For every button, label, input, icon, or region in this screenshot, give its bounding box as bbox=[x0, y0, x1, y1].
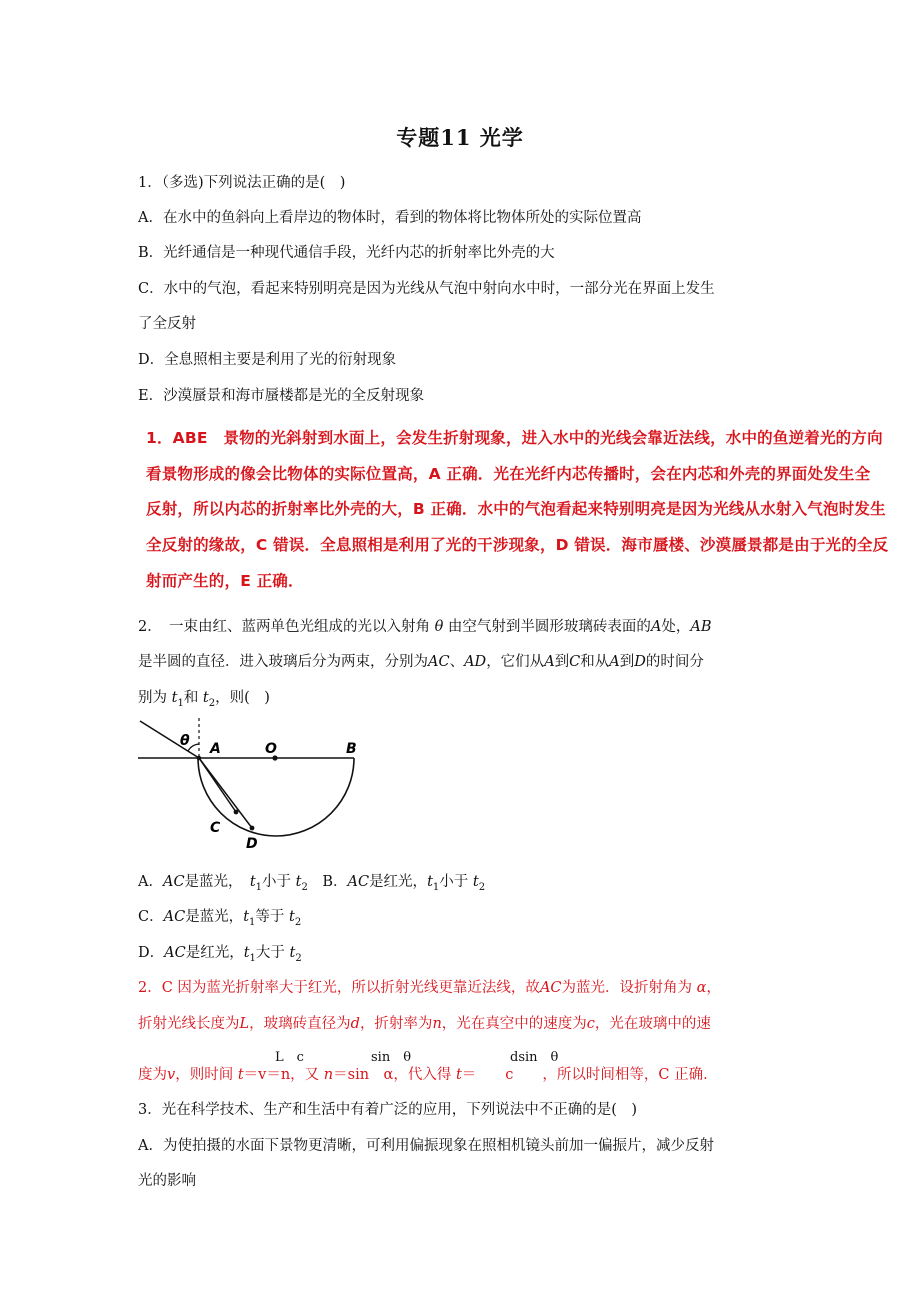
q1-option-c: C．水中的气泡，看起来特别明亮是因为光线从气泡中射向水中时，一部分光在界面上发生 bbox=[138, 281, 715, 297]
q2-stem-line3: 别为 $t_1$和 $t_2$，则( ) bbox=[138, 690, 270, 709]
q2-answer-line1: 2．C 因为蓝光折射率大于红光，所以折射光线更靠近法线，故AC为蓝光．设折射角为 α， bbox=[138, 980, 721, 996]
q1-answer-line: 全反射的缘故，C 错误．全息照相是利用了光的干涉现象，D 错误．海市蜃楼、沙漠蜃景都是由于光的全反 bbox=[146, 536, 889, 554]
label-d: D bbox=[246, 836, 258, 852]
q3-stem: 3．光在科学技术、生产和生活中有着广泛的应用，下列说法中不正确的是( ) bbox=[138, 1102, 638, 1118]
semicircle-glass-figure bbox=[138, 718, 362, 858]
label-o: O bbox=[265, 741, 277, 757]
page-title: 专题11 光学 bbox=[396, 125, 524, 150]
q2-answer-line2: 折射光线长度为L，玻璃砖直径为d，折射率为n，光在真空中的速度为c，光在玻璃中的速 bbox=[138, 1016, 711, 1032]
label-b: B bbox=[346, 741, 357, 757]
q3-option-a: A．为使拍摄的水面下景物更清晰，可利用偏振现象在照相机镜头前加一偏振片，减少反射 bbox=[138, 1138, 714, 1154]
q1-option-b: B．光纤通信是一种现代通信手段，光纤内芯的折射率比外壳的大 bbox=[138, 245, 555, 261]
fraction-numerator-sin-theta: sin θ bbox=[371, 1050, 412, 1065]
q1-option-a: A．在水中的鱼斜向上看岸边的物体时，看到的物体将比物体所处的实际位置高 bbox=[138, 210, 642, 226]
q2-stem-line2: 是半圆的直径．进入玻璃后分为两束，分别为AC、AD，它们从A到C和从A到D的时间分 bbox=[138, 654, 704, 670]
q1-option-c-cont: 了全反射 bbox=[138, 316, 196, 332]
q2-option-d: D．AC是红光，$t_1$大于 $t_2$ bbox=[138, 945, 302, 964]
semicircle-arc bbox=[198, 758, 354, 836]
angle-arc bbox=[188, 744, 199, 751]
q1-answer-line: 射而产生的，E 正确． bbox=[146, 572, 304, 590]
q2-stem-line1: 2． 一束由红、蓝两单色光组成的光以入射角 θ 由空气射到半圆形玻璃砖表面的A处，AB bbox=[138, 619, 712, 635]
q2-answer-line3: 度为v，则时间 t＝v＝n，又 n＝sin α，代入得 t＝ c ，所以时间相等，C 正确． bbox=[138, 1067, 718, 1083]
point-c bbox=[234, 810, 239, 815]
q1-option-d: D．全息照相主要是利用了光的衍射现象 bbox=[138, 352, 397, 368]
q1-answer-line: 1．ABE 景物的光斜射到水面上，会发生折射现象，进入水中的光线会靠近法线，水中的鱼逆着光的方向 bbox=[146, 429, 883, 447]
q1-stem: 1．（多选)下列说法正确的是( ) bbox=[138, 175, 346, 191]
point-d bbox=[250, 826, 255, 831]
q1-option-e: E．沙漠蜃景和海市蜃楼都是光的全反射现象 bbox=[138, 388, 425, 404]
label-theta: θ bbox=[180, 733, 190, 749]
q3-option-a-cont: 光的影响 bbox=[138, 1173, 196, 1189]
q1-answer-line: 反射，所以内芯的折射率比外壳的大，B 正确．水中的气泡看起来特别明亮是因为光线从水射入气泡时发生 bbox=[146, 500, 886, 518]
fraction-numerator-l-c: L c bbox=[275, 1050, 304, 1065]
fraction-numerator-dsin-theta: dsin θ bbox=[510, 1050, 559, 1065]
q2-option-c: C．AC是蓝光，$t_1$等于 $t_2$ bbox=[138, 909, 302, 928]
q1-answer-line: 看景物形成的像会比物体的实际位置高，A 正确．光在光纤内芯传播时，会在内芯和外壳的界面处发生全 bbox=[146, 465, 871, 483]
incident-ray bbox=[140, 721, 199, 758]
q2-options-a-b: A．AC是蓝光， $t_1$小于 $t_2$ B．AC是红光，$t_1$小于 $t_2$ bbox=[138, 874, 486, 893]
label-a: A bbox=[210, 741, 221, 757]
label-c: C bbox=[210, 820, 221, 836]
point-a bbox=[197, 756, 201, 760]
